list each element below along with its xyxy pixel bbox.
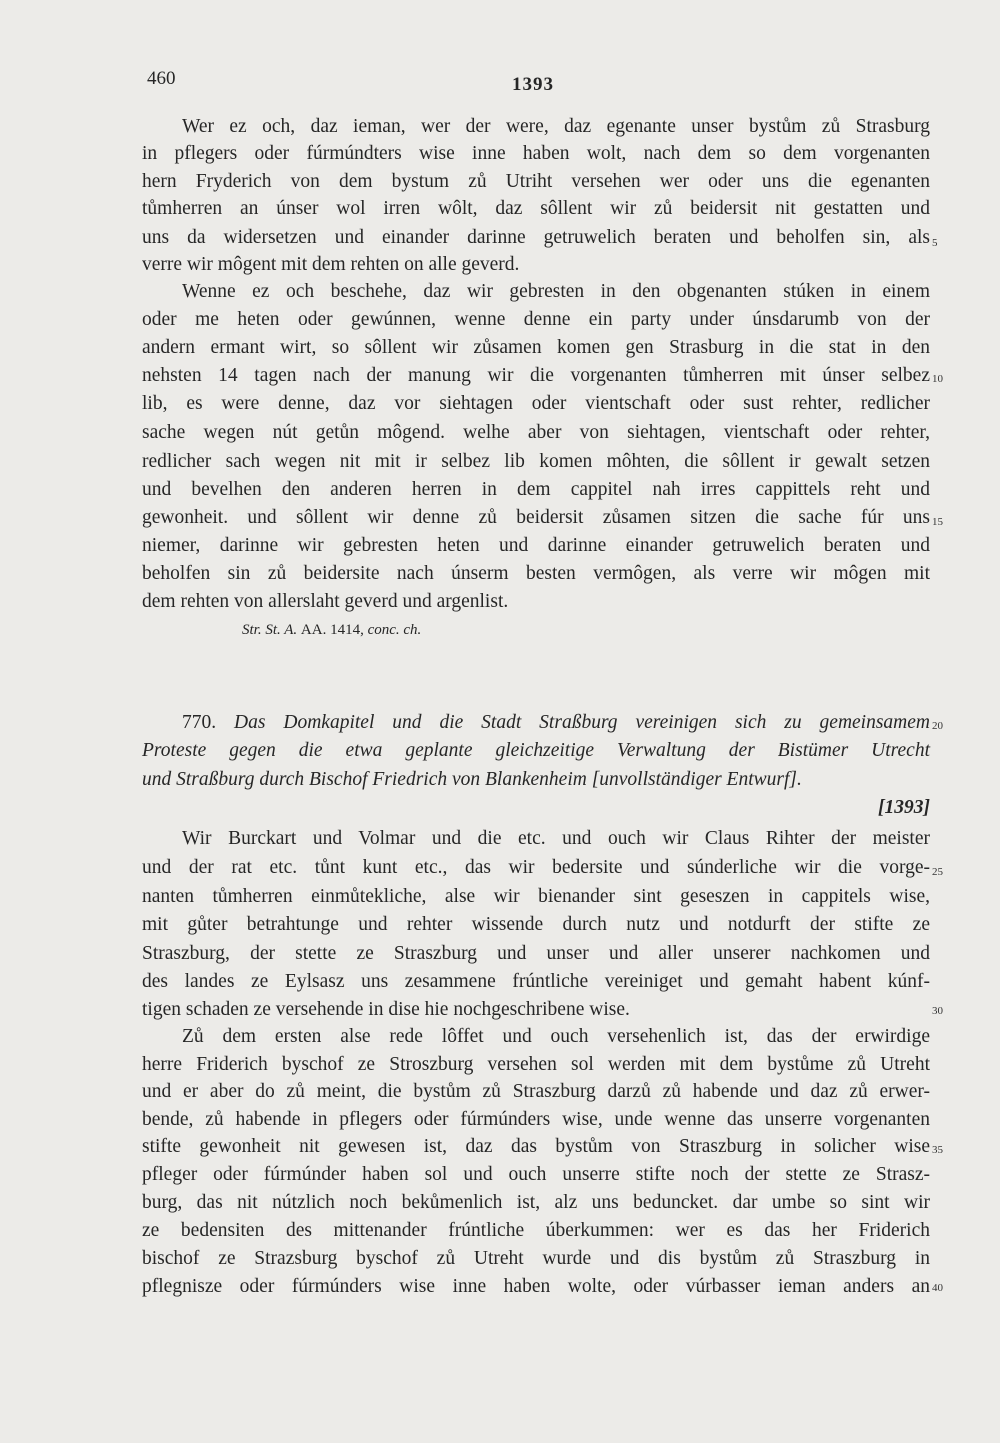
- text-line: lib, es were denne, daz vor siehtagen oder vientschaft oder sust rehter, redlicher: [142, 393, 930, 414]
- margin-line-number: 15: [932, 516, 943, 528]
- text-line: burg, das nit nútzlich noch bekůmenlich ist, alz uns beduncket. dar umbe so sint wir: [142, 1192, 930, 1213]
- text-line: Wer ez och, daz ieman, wer der were, daz egenante unser bystům zů Strasburg: [182, 116, 930, 137]
- citation-source: Str. St. A.: [242, 622, 298, 638]
- text-line: in pflegers oder fúrmúndters wise inne haben wolt, nach dem so dem vorgenanten: [142, 143, 930, 164]
- text-line: und der rat etc. tůnt kunt etc., das wir bedersite und súnderliche wir die vorge-: [142, 857, 930, 878]
- text-line: dem rehten von allerslaht geverd und argenlist.: [142, 591, 509, 612]
- text-line: gewonheit. und sôllent wir denne zů beidersit zůsamen sitzen die sache fúr uns: [142, 507, 930, 528]
- text-line: stifte gewonheit nit gewesen ist, daz das bystům von Straszburg in solicher wise: [142, 1136, 930, 1157]
- margin-line-number: 40: [932, 1282, 943, 1294]
- text-line: Straszburg, der stette ze Straszburg und unser und aller unserer nachkomen und: [142, 943, 930, 964]
- text-line: redlicher sach wegen nit mit ir selbez lib komen môhten, die sôllent ir gewalt setzen: [142, 451, 930, 472]
- page-number: 460: [147, 68, 176, 89]
- text-line: Wenne ez och beschehe, daz wir gebresten in den obgenanten stúken in einem: [182, 281, 930, 302]
- text-line: uns da widersetzen und einander darinne getruwelich beraten und beholfen sin, als: [142, 227, 930, 248]
- text-line: mit gůter betrahtunge und rehter wissende durch nutz und notdurft der stifte ze: [142, 914, 930, 935]
- document-heading-line: 770. Das Domkapitel und die Stadt Straßburg vereinigen sich zu gemeinsamem: [182, 712, 931, 733]
- text-line: und bevelhen den anderen herren in dem cappitel nah irres cappittels reht und: [142, 479, 930, 500]
- margin-line-number: 35: [932, 1144, 943, 1156]
- text-line: sache wegen nút getůn môgend. welhe aber von siehtagen, vientschaft oder rehter,: [142, 422, 930, 443]
- text-line: tůmherren an únser wol irren wôlt, daz sôllent wir zů beidersit nit gestatten und: [142, 198, 930, 219]
- citation-shelfmark: AA. 1414,: [300, 622, 364, 638]
- text-line: pflegnisze oder fúrmúnders wise inne haben wolte, oder vúrbasser ieman anders an: [142, 1276, 930, 1297]
- text-line: Wir Burckart und Volmar und die etc. und ouch wir Claus Rihter der meister: [182, 828, 930, 849]
- text-line: Zů dem ersten alse rede lôffet und ouch versehenlich ist, das der erwirdige: [182, 1026, 930, 1047]
- text-line: niemer, darinne wir gebresten heten und darinne einander getruwelich beraten und: [142, 535, 930, 556]
- margin-line-number: 10: [932, 373, 943, 385]
- source-citation: [242, 622, 421, 639]
- margin-line-number: 20: [932, 720, 943, 732]
- text-line: und er aber do zů meint, die bystům zů Straszburg darzů zů habende und daz zů erwer-: [142, 1081, 930, 1102]
- text-line: verre wir môgent mit dem rehten on alle geverd.: [142, 254, 520, 275]
- text-line: bende, zů habende in pflegers oder fúrmúnders wise, unde wenne das unserre vorgenanten: [142, 1109, 930, 1130]
- citation-note: conc. ch.: [367, 622, 422, 638]
- text-line: des landes ze Eylsasz uns zesammene frúntliche vereiniget und gemaht habent kúnf-: [142, 971, 930, 992]
- text-line: oder me heten oder gewúnnen, wenne denne ein party under únsdarumb von der: [142, 309, 930, 330]
- text-line: tigen schaden ze versehende in dise hie nochgeschribene wise.: [142, 999, 630, 1020]
- text-line: herre Friderich byschof ze Stroszburg versehen sol werden mit dem bystůme zů Utreht: [142, 1054, 930, 1075]
- document-heading-line: und Straßburg durch Bischof Friedrich von Blankenheim [unvollständiger Entwurf].: [142, 769, 802, 790]
- margin-line-number: 25: [932, 866, 943, 878]
- text-line: andern ermant wirt, so sôllent wir zůsamen komen gen Strasburg in die stat in den: [142, 337, 930, 358]
- text-line: nanten tůmherren einmůtekliche, alse wir bienander sint geseszen in cappitels wise,: [142, 886, 930, 907]
- text-line: nehsten 14 tagen nach der manung wir die vorgenanten tůmherren mit únser selbez: [142, 365, 930, 386]
- text-line: bischof ze Strazsburg byschof zů Utreht wurde und dis bystům zů Straszburg in: [142, 1248, 930, 1269]
- margin-line-number: 5: [932, 237, 938, 249]
- text-line: beholfen sin zů beidersite nach únserm besten vermôgen, als verre wir môgen mit: [142, 563, 930, 584]
- running-head-year: 1393: [512, 74, 554, 95]
- margin-line-number: 30: [932, 1005, 943, 1017]
- document-number: 770.: [182, 712, 217, 733]
- document-heading-line: Proteste gegen die etwa geplante gleichzeitige Verwaltung der Bistümer Utrecht: [142, 740, 930, 761]
- text-line: ze bedensiten des mittenander frúntliche úberkummen: wer es das her Friderich: [142, 1220, 930, 1241]
- text-line: hern Fryderich von dem bystum zů Utriht versehen wer oder uns die egenanten: [142, 171, 930, 192]
- text-line: pfleger oder fúrmúnder haben sol und ouch unserre stifte noch der stette ze Strasz-: [142, 1164, 930, 1185]
- document-date: [1393]: [878, 797, 930, 818]
